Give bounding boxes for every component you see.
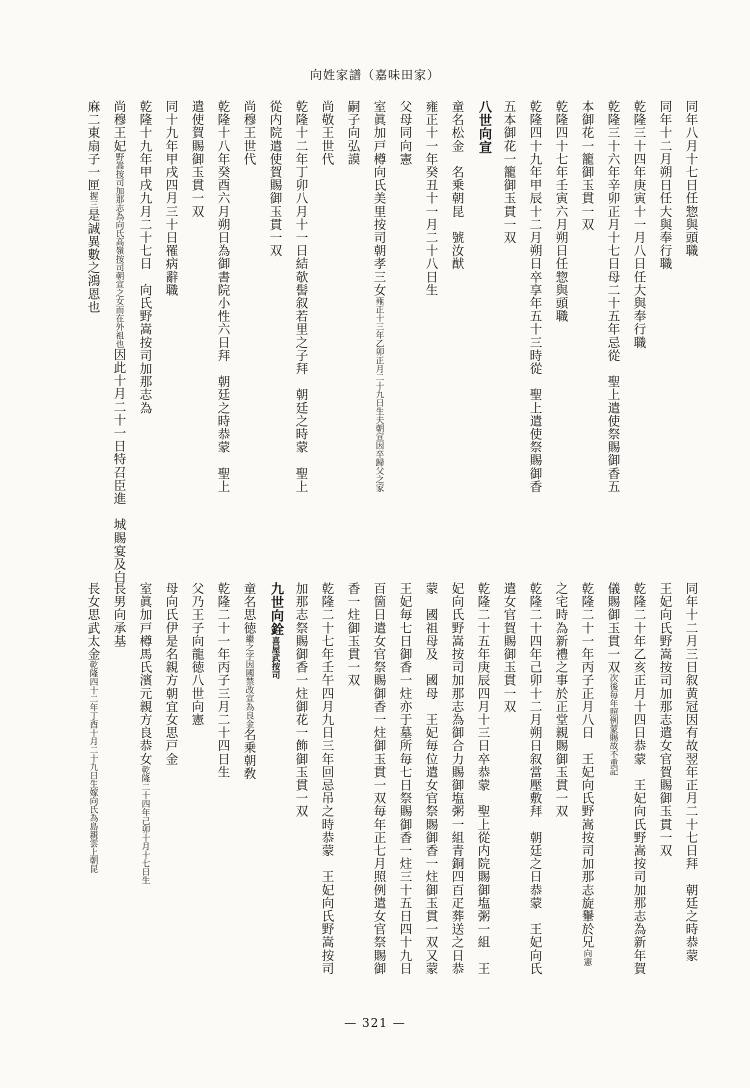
text-column [134,100,156,414]
column-text-tail: 是誠異數之鴻恩也 [86,208,101,314]
text-column [524,100,546,493]
text-column [394,100,416,166]
text-column [82,100,104,314]
column-text: 乾隆二十五年庚辰四月十三日卒恭蒙 聖上從内院賜御塩粥一組 王 [476,582,491,975]
interlinear-note: 乾隆四十二年丁酉十月二十九日生嫁向氏為島親雲上朝昆 [88,660,98,874]
text-column [212,100,234,493]
text-column [238,582,260,780]
interlinear-note: 乾隆二十四年己卯十月十七日生 [140,765,150,885]
column-text: 父乃王子向龍徳八世向憲 [190,582,205,727]
column-text: 童名松金 名乗朝昆 號汝猷 [450,100,465,271]
text-column [186,100,208,218]
column-text: 同年八月十七日任惣與頭職 [684,100,699,258]
text-column [82,582,104,873]
interlinear-note: 喜屋武按司 [270,636,280,679]
column-text: 乾隆二十年乙亥正月十四日恭蒙 王妃向氏野嵩按司加那志為新年賀 [632,582,647,975]
column-text: 從内院遣使賀賜御玉貫一双 [268,100,283,258]
text-column [628,582,650,975]
column-text: 尚穆王世代 [242,100,257,166]
text-column [212,582,234,779]
text-column [524,582,546,975]
column-text: 之宅時為新禮之事於正堂親賜御玉貫一双 [554,582,569,818]
column-text: 麻二東扇子一匣 [86,100,101,192]
text-column [550,100,572,323]
text-column [602,100,624,493]
text-column [654,100,676,270]
text-column [368,582,390,975]
generation-heading [472,100,494,154]
column-text: 童名思徳 [242,582,257,635]
column-text: 妃向氏野嵩按司加那志為御合力賜御塩粥一組青銅四百疋葬送之日恭 [450,582,465,975]
text-column [316,100,338,166]
top-text-block [74,100,702,584]
column-text: 遣女官賀賜御玉貫一双 [502,582,517,713]
text-column [368,100,390,492]
column-text: 王妃向氏野嵩按司加那志遣女官賀賜御玉貫一双 [658,582,673,858]
column-text: 八世向宣 [476,100,491,155]
text-column [498,100,520,244]
column-text: 同年十二月三日叙黄冠因有故翌年正月二十七日拜 朝廷之時恭蒙 [684,582,699,962]
text-column [472,582,494,975]
interlinear-note: 握三 [88,191,98,209]
interlinear-note: 雍正十三年乙卯正月二十九日生夫朝宣因卒歸父之家 [374,296,384,492]
text-column [420,100,442,297]
text-column [238,100,260,166]
column-text: 乾隆四十九年甲辰十二月朔日卒享年五十三時從 聖上遣使祭賜御香 [528,100,543,493]
text-column [498,582,520,713]
text-column [160,100,182,297]
interlinear-note: 次後毎年照例蒙賜故不重記 [608,673,618,776]
column-text: 長男向承基 [112,582,127,648]
column-text: 九世向銓 [268,582,283,637]
generation-heading [264,582,286,679]
column-text: 乾隆十八年癸酉六月朔日為御書院小性六日拜 朝廷之時恭蒙 聖上 [216,100,231,493]
text-column [290,582,312,818]
text-column [576,582,598,966]
column-text: 尚穆王妃 [112,100,127,153]
text-column [446,100,468,270]
column-text: 雍正十一年癸丑十一月二十八日生 [424,100,439,297]
column-text-tail: 因此十月二十一日特召臣進 城賜宴及白 [112,347,127,584]
text-column [420,582,442,975]
column-text: 乾隆二十一年丙子正月八日 王妃向氏野嵩按司加那志旋轝於兄 [580,582,595,949]
column-text: 同十九年甲戌四月三十日罹病辭職 [164,100,179,297]
column-text: 本御花一籠御玉貫一双 [580,100,595,231]
interlinear-note: 野嵩按司加那志為向氏高嶺按司朝宣之女而在外祖也 [114,152,124,348]
column-text: 乾隆二十七年壬午四月九日三年回忌吊之時恭蒙 王妃向氏野嵩按司 [320,582,335,975]
text-column [602,582,624,776]
column-text: 尚敬王世代 [320,100,335,166]
text-column [446,582,468,975]
column-text: 乾隆二十一年丙子三月二十四日生 [216,582,231,779]
text-column [108,100,130,584]
column-text: 母向氏伊是名親方朝宜女思戸金 [164,582,179,766]
column-text: 五本御花一籠御玉貫一双 [502,100,517,245]
column-text: 儀賜御玉貫一双 [606,582,621,674]
text-column [342,582,364,687]
column-text: 嗣子向弘謨 [346,100,361,166]
column-text: 乾隆十九年甲戌九月二十七日 向氏野嵩按司加那志為 [138,100,153,415]
text-column [628,100,650,349]
column-text: 室眞加戸樽馬氏濱元親方良恭女 [138,582,153,766]
column-text: 乾隆四十七年壬寅六月朔日任惣與頭職 [554,100,569,323]
column-text: 室眞加戸樽向氏美里按司朝孝三女 [372,100,387,297]
column-text: 乾隆二十四年己卯十二月朔日叙當壓敷拜 朝廷之日恭蒙 王妃向氏 [528,582,543,975]
text-column [134,582,156,884]
column-text: 乾隆十二年丁卯八月十一日結欹髻叙若里之子拜 朝廷之時蒙 聖上 [294,100,309,493]
column-text: 長女思武太金 [86,582,101,661]
column-text: 乾隆三十六年辛卯正月十七日母二十五年忌從 聖上遣使祭賜御香五 [606,100,621,493]
text-column [160,582,182,765]
column-text: 王妃毎七日御香一炷亦于墓所毎七日祭賜御香一炷三十五日四十九日 [398,582,413,975]
text-column [654,582,676,857]
interlinear-note: 向憲 [582,948,592,966]
column-text: 百箇日遣女官祭賜御香一炷御玉貫一双毎年正七月照例遣女官祭賜御 [372,582,387,975]
text-column [550,582,572,818]
text-column [680,582,702,962]
running-header: 向姓家譜（嘉味田家） [309,68,440,82]
page-number: — 321 — [344,1016,406,1030]
text-column [108,582,130,648]
interlinear-note: 繼之字因國禁改宣為良金 [244,634,254,728]
text-column [680,100,702,257]
text-column [186,582,208,726]
column-text: 同年十二月朔日任大與奉行職 [658,100,673,271]
column-text: 乾隆三十四年庚寅十一月八日任大與奉行職 [632,100,647,349]
text-column [576,100,598,231]
column-text-tail: 名乗朝敎 [242,727,257,781]
column-text: 遣使賀賜御玉貫一双 [190,100,205,218]
column-text: 加那志祭賜御香一炷御花一飾御玉貫一双 [294,582,309,818]
text-column [290,100,312,493]
text-column [316,582,338,975]
column-text: 蒙 國祖母及 國母 王妃毎位遣女官祭賜御香一炷御玉貫一双又蒙 [424,582,439,975]
column-text: 香一炷御玉貫一双 [346,582,361,687]
text-column [394,582,416,975]
text-column [264,100,286,257]
text-column [342,100,364,166]
bottom-text-block [74,582,702,1012]
column-text: 父母同向憲 [398,100,413,166]
